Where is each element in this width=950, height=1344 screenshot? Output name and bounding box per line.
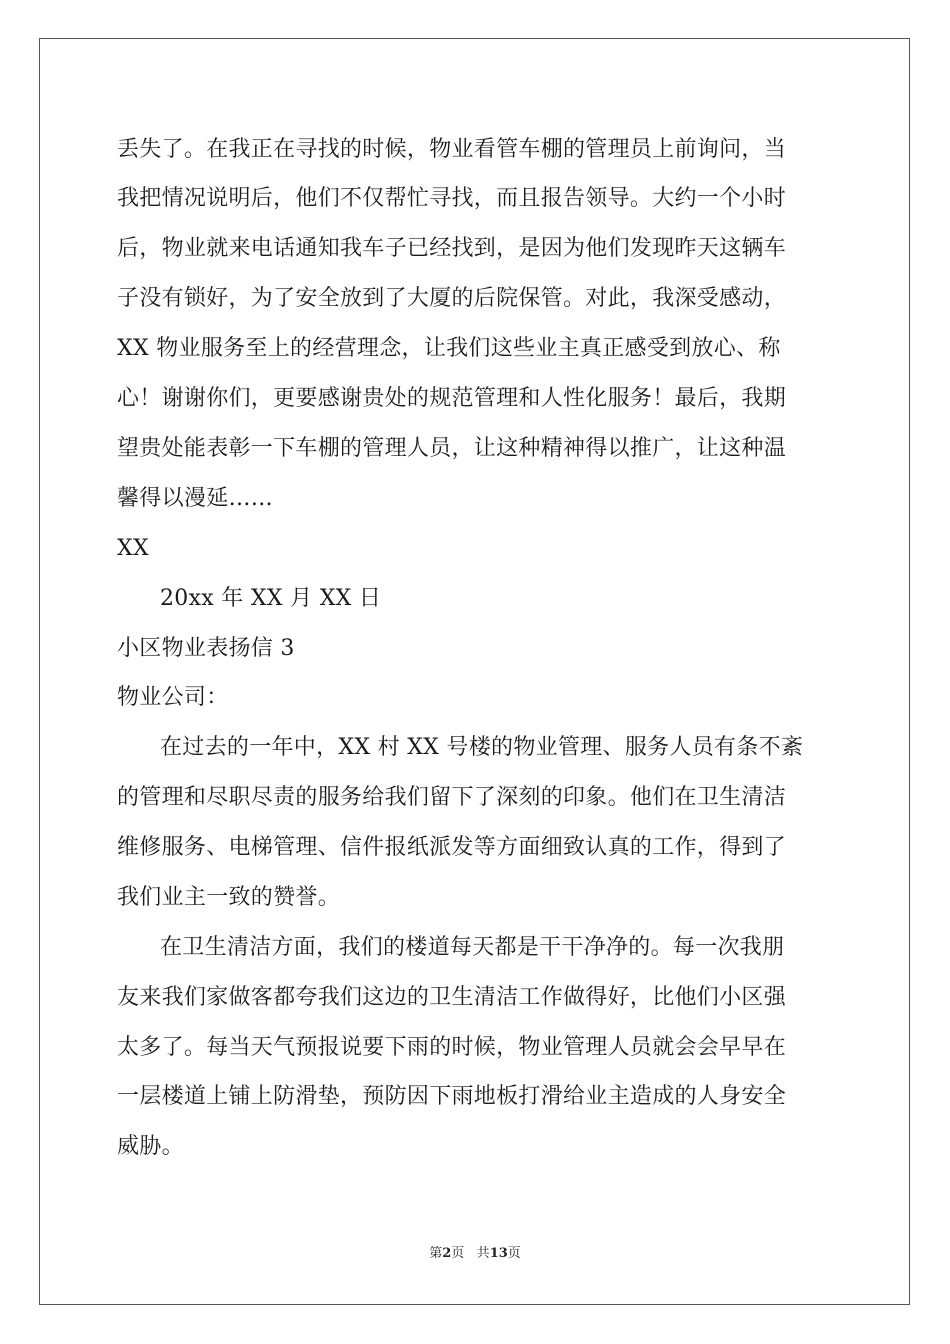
body-line: 我们业主一致的赞誉。 <box>117 885 341 910</box>
body-line: 在卫生清洁方面，我们的楼道每天都是干干净净的。每一次我朋 <box>160 935 785 960</box>
total-unit: 页 <box>507 1246 521 1261</box>
signature-name: XX <box>117 536 149 561</box>
body-line: 威胁。 <box>117 1134 184 1159</box>
page-footer <box>0 1246 950 1262</box>
body-line: 子没有锁好，为了安全放到了大厦的后院保管。对此，我深受感动， <box>117 286 787 311</box>
section-title: 小区物业表扬信 3 <box>117 636 295 661</box>
signature-date: 20xx 年 XX 月 XX 日 <box>160 586 382 611</box>
page-border <box>39 38 910 1305</box>
body-line: XX 物业服务至上的经营理念，让我们这些业主真正感受到放心、称 <box>117 336 781 361</box>
body-line: 维修服务、电梯管理、信件报纸派发等方面细致认真的工作，得到了 <box>117 835 787 860</box>
total-prefix: 共 <box>476 1246 490 1261</box>
body-line: 一层楼道上铺上防滑垫，预防因下雨地板打滑给业主造成的人身安全 <box>117 1084 787 1109</box>
body-line: 丢失了。在我正在寻找的时候，物业看管车棚的管理员上前询问，当 <box>117 137 787 162</box>
body-line: 心！谢谢你们，更要感谢贵处的规范管理和人性化服务！最后，我期 <box>117 386 787 411</box>
body-line: 的管理和尽职尽责的服务给我们留下了深刻的印象。他们在卫生清洁 <box>117 785 787 810</box>
page-prefix: 第 <box>429 1246 443 1261</box>
current-page-number: 2 <box>442 1246 452 1261</box>
salutation: 物业公司： <box>117 685 229 710</box>
page-unit: 页 <box>451 1246 465 1261</box>
body-line: 友来我们家做客都夸我们这边的卫生清洁工作做得好，比他们小区强 <box>117 985 787 1010</box>
total-page-count: 13 <box>489 1246 508 1261</box>
body-line: 我把情况说明后，他们不仅帮忙寻找，而且报告领导。大约一个小时 <box>117 186 787 211</box>
body-line: 馨得以漫延…… <box>117 486 274 511</box>
body-line: 太多了。每当天气预报说要下雨的时候，物业管理人员就会会早早在 <box>117 1035 787 1060</box>
body-line: 后，物业就来电话通知我车子已经找到，是因为他们发现昨天这辆车 <box>117 236 787 261</box>
body-line: 在过去的一年中，XX 村 XX 号楼的物业管理、服务人员有条不紊 <box>160 735 804 760</box>
body-line: 望贵处能表彰一下车棚的管理人员，让这种精神得以推广，让这种温 <box>117 436 787 461</box>
